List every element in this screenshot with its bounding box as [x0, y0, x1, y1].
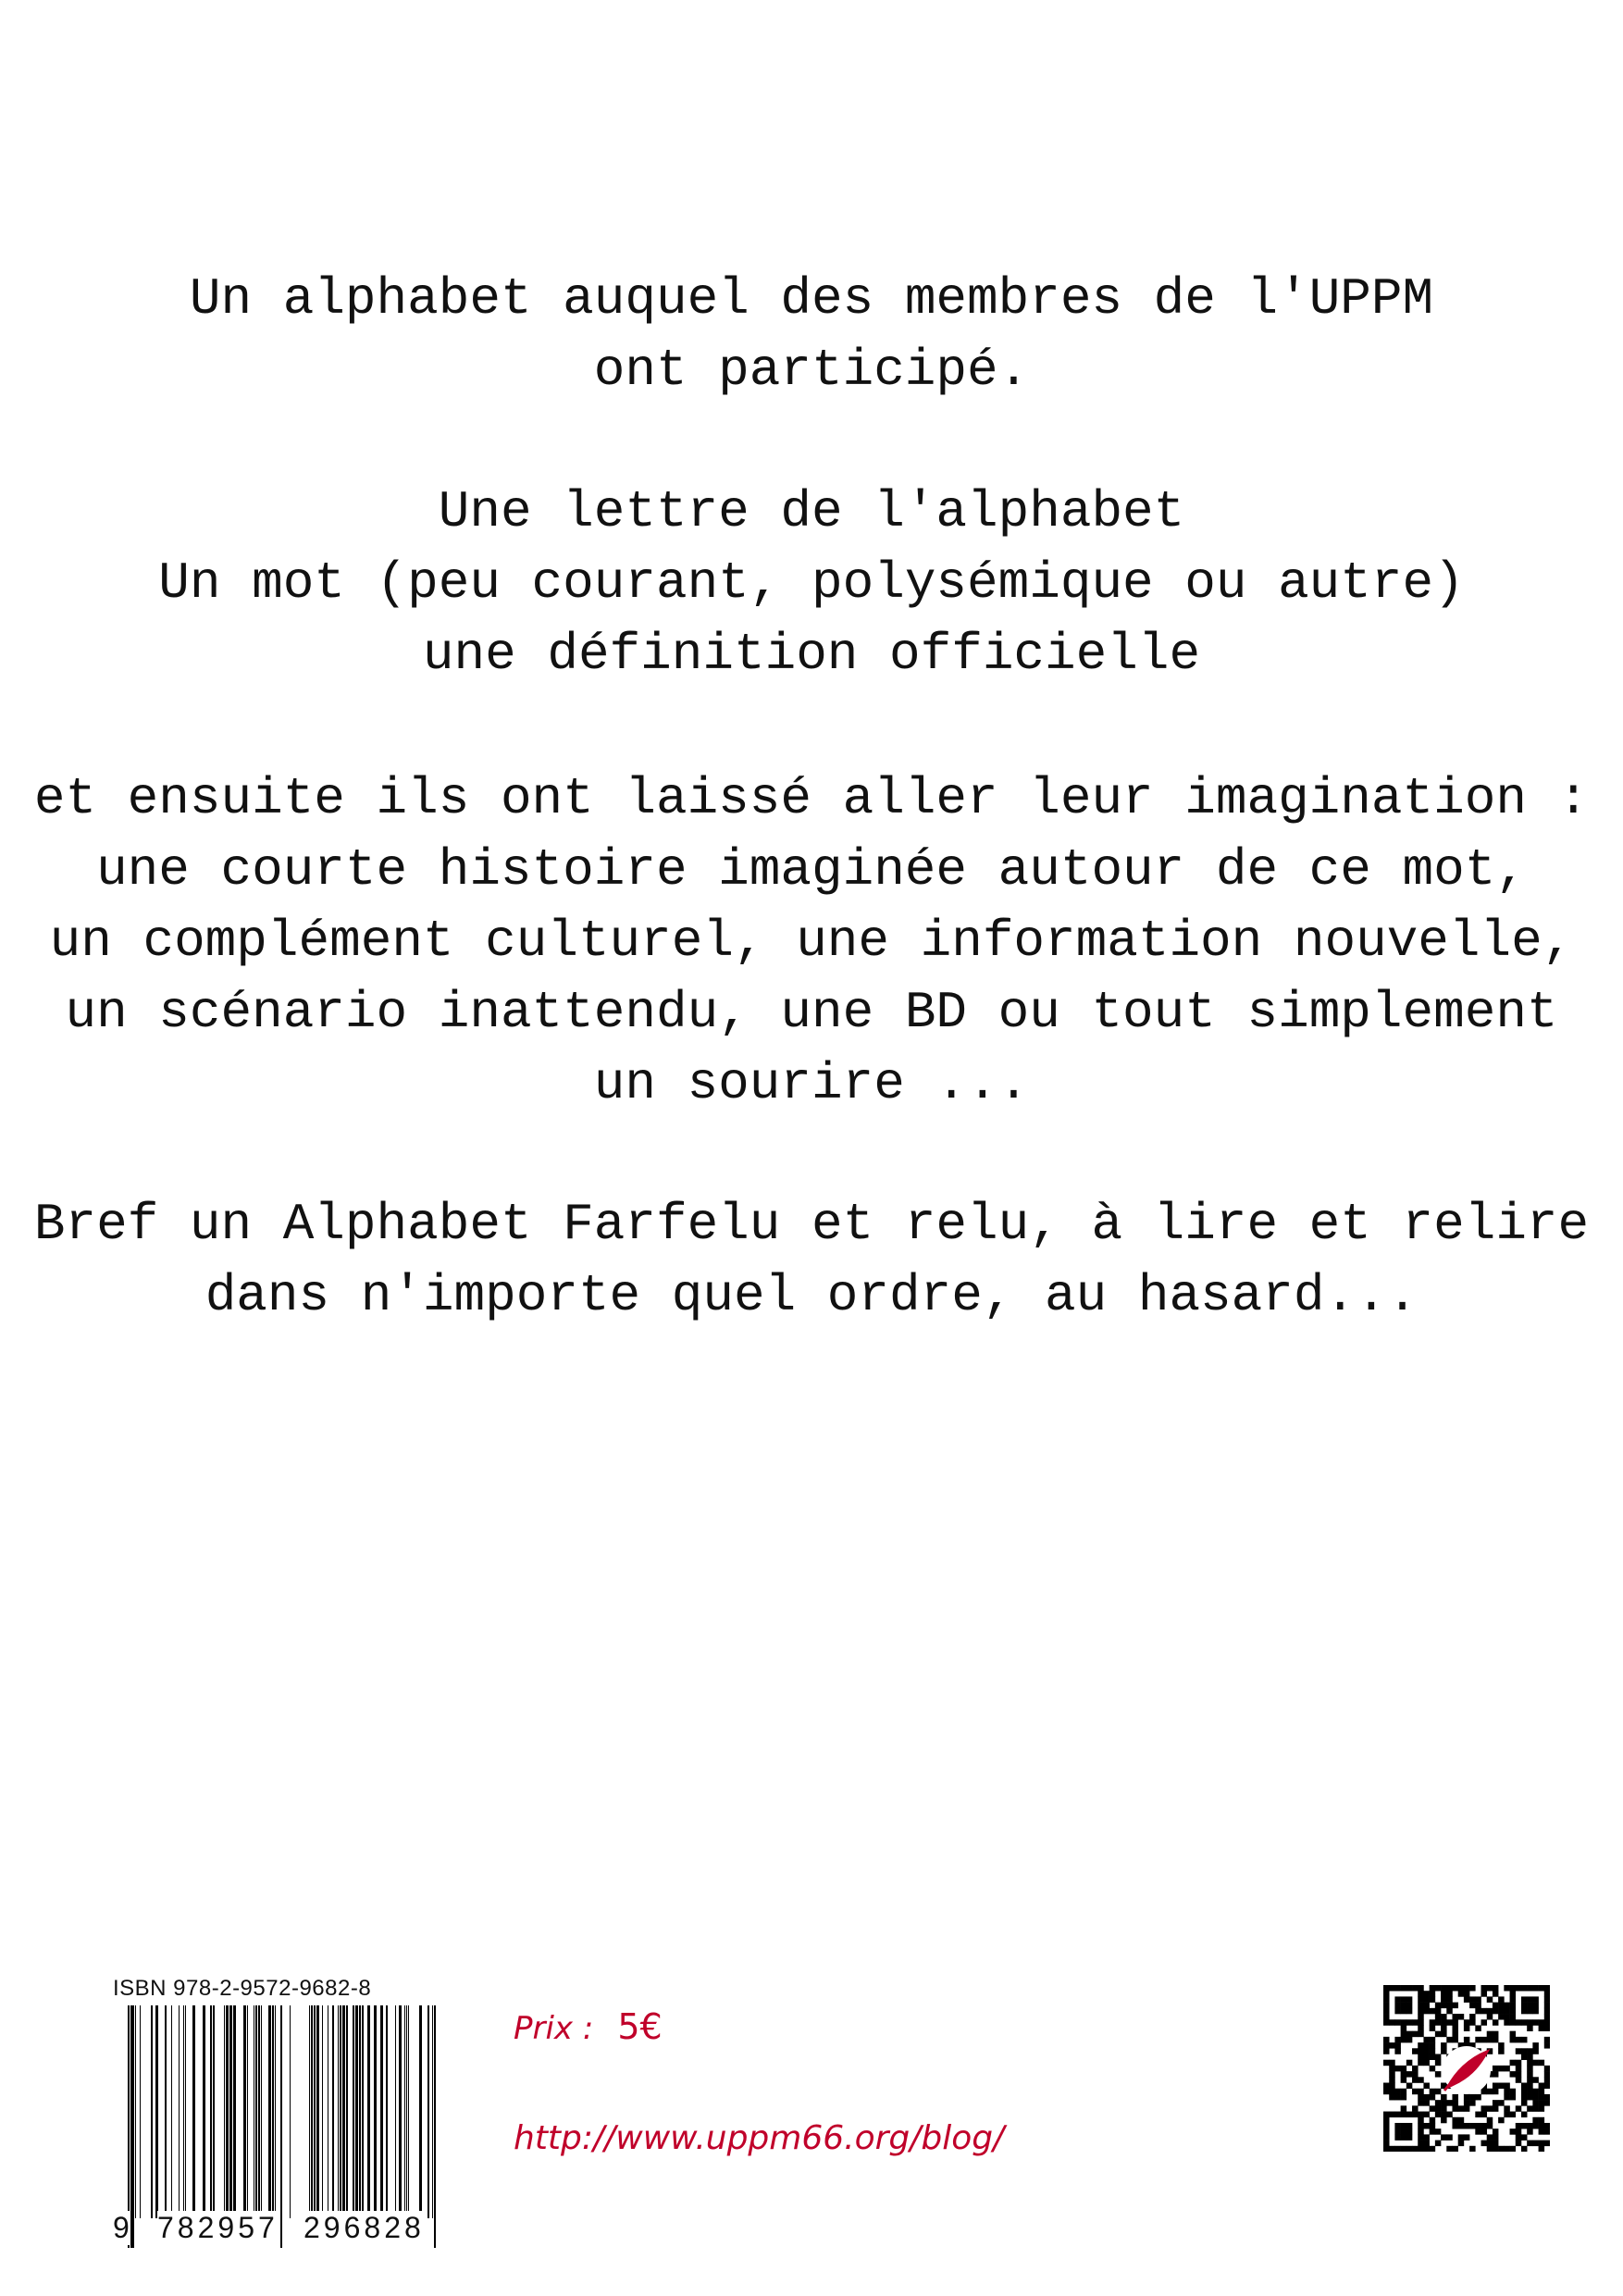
blurb-line: une courte histoire imaginée autour de ce mot,	[96, 840, 1527, 900]
price	[514, 2006, 663, 2047]
price-label: Prix :	[514, 2010, 594, 2047]
blurb-line: une définition officielle	[422, 625, 1201, 684]
blurb-paragraph-3	[0, 763, 1623, 1120]
blurb-line: ont participé.	[593, 341, 1030, 400]
blurb-paragraph-1	[0, 264, 1623, 406]
blurb-line: Bref un Alphabet Farfelu et relu, à lire et relire	[33, 1195, 1590, 1254]
blurb-line: Un mot (peu courant, polysémique ou autre)	[158, 553, 1465, 613]
price-amount: 5€	[617, 2006, 663, 2047]
website-link[interactable]: http://www.uppm66.org/blog/	[514, 2119, 1005, 2157]
isbn-label: ISBN 978-2-9572-9682-8	[113, 1976, 372, 2001]
ean-right-digits: 296828	[304, 2211, 425, 2244]
blurb-line: dans n'importe quel ordre, au hasard...	[204, 1266, 1419, 1325]
ean-first-digit: 9	[113, 2211, 130, 2244]
blurb-paragraph-2	[0, 477, 1623, 690]
ean-left-digits: 782957	[157, 2211, 279, 2244]
blurb-line: Un alphabet auquel des membres de l'UPPM	[189, 269, 1434, 329]
blurb-paragraph-4	[0, 1189, 1623, 1332]
isbn-barcode	[113, 1976, 455, 2263]
ean-digits	[113, 2211, 455, 2248]
blurb-line: et ensuite ils ont laissé aller leur imagination :	[33, 769, 1590, 828]
blurb-line: un complément culturel, une information nouvelle,	[49, 912, 1574, 971]
blurb-line: un scénario inattendu, une BD ou tout simplement	[65, 983, 1558, 1042]
quill-logo-icon	[1443, 2046, 1491, 2094]
qr-code-icon	[1383, 1985, 1550, 2152]
blurb-line: un sourire ...	[593, 1054, 1030, 1113]
blurb-line: Une lettre de l'alphabet	[438, 482, 1185, 541]
